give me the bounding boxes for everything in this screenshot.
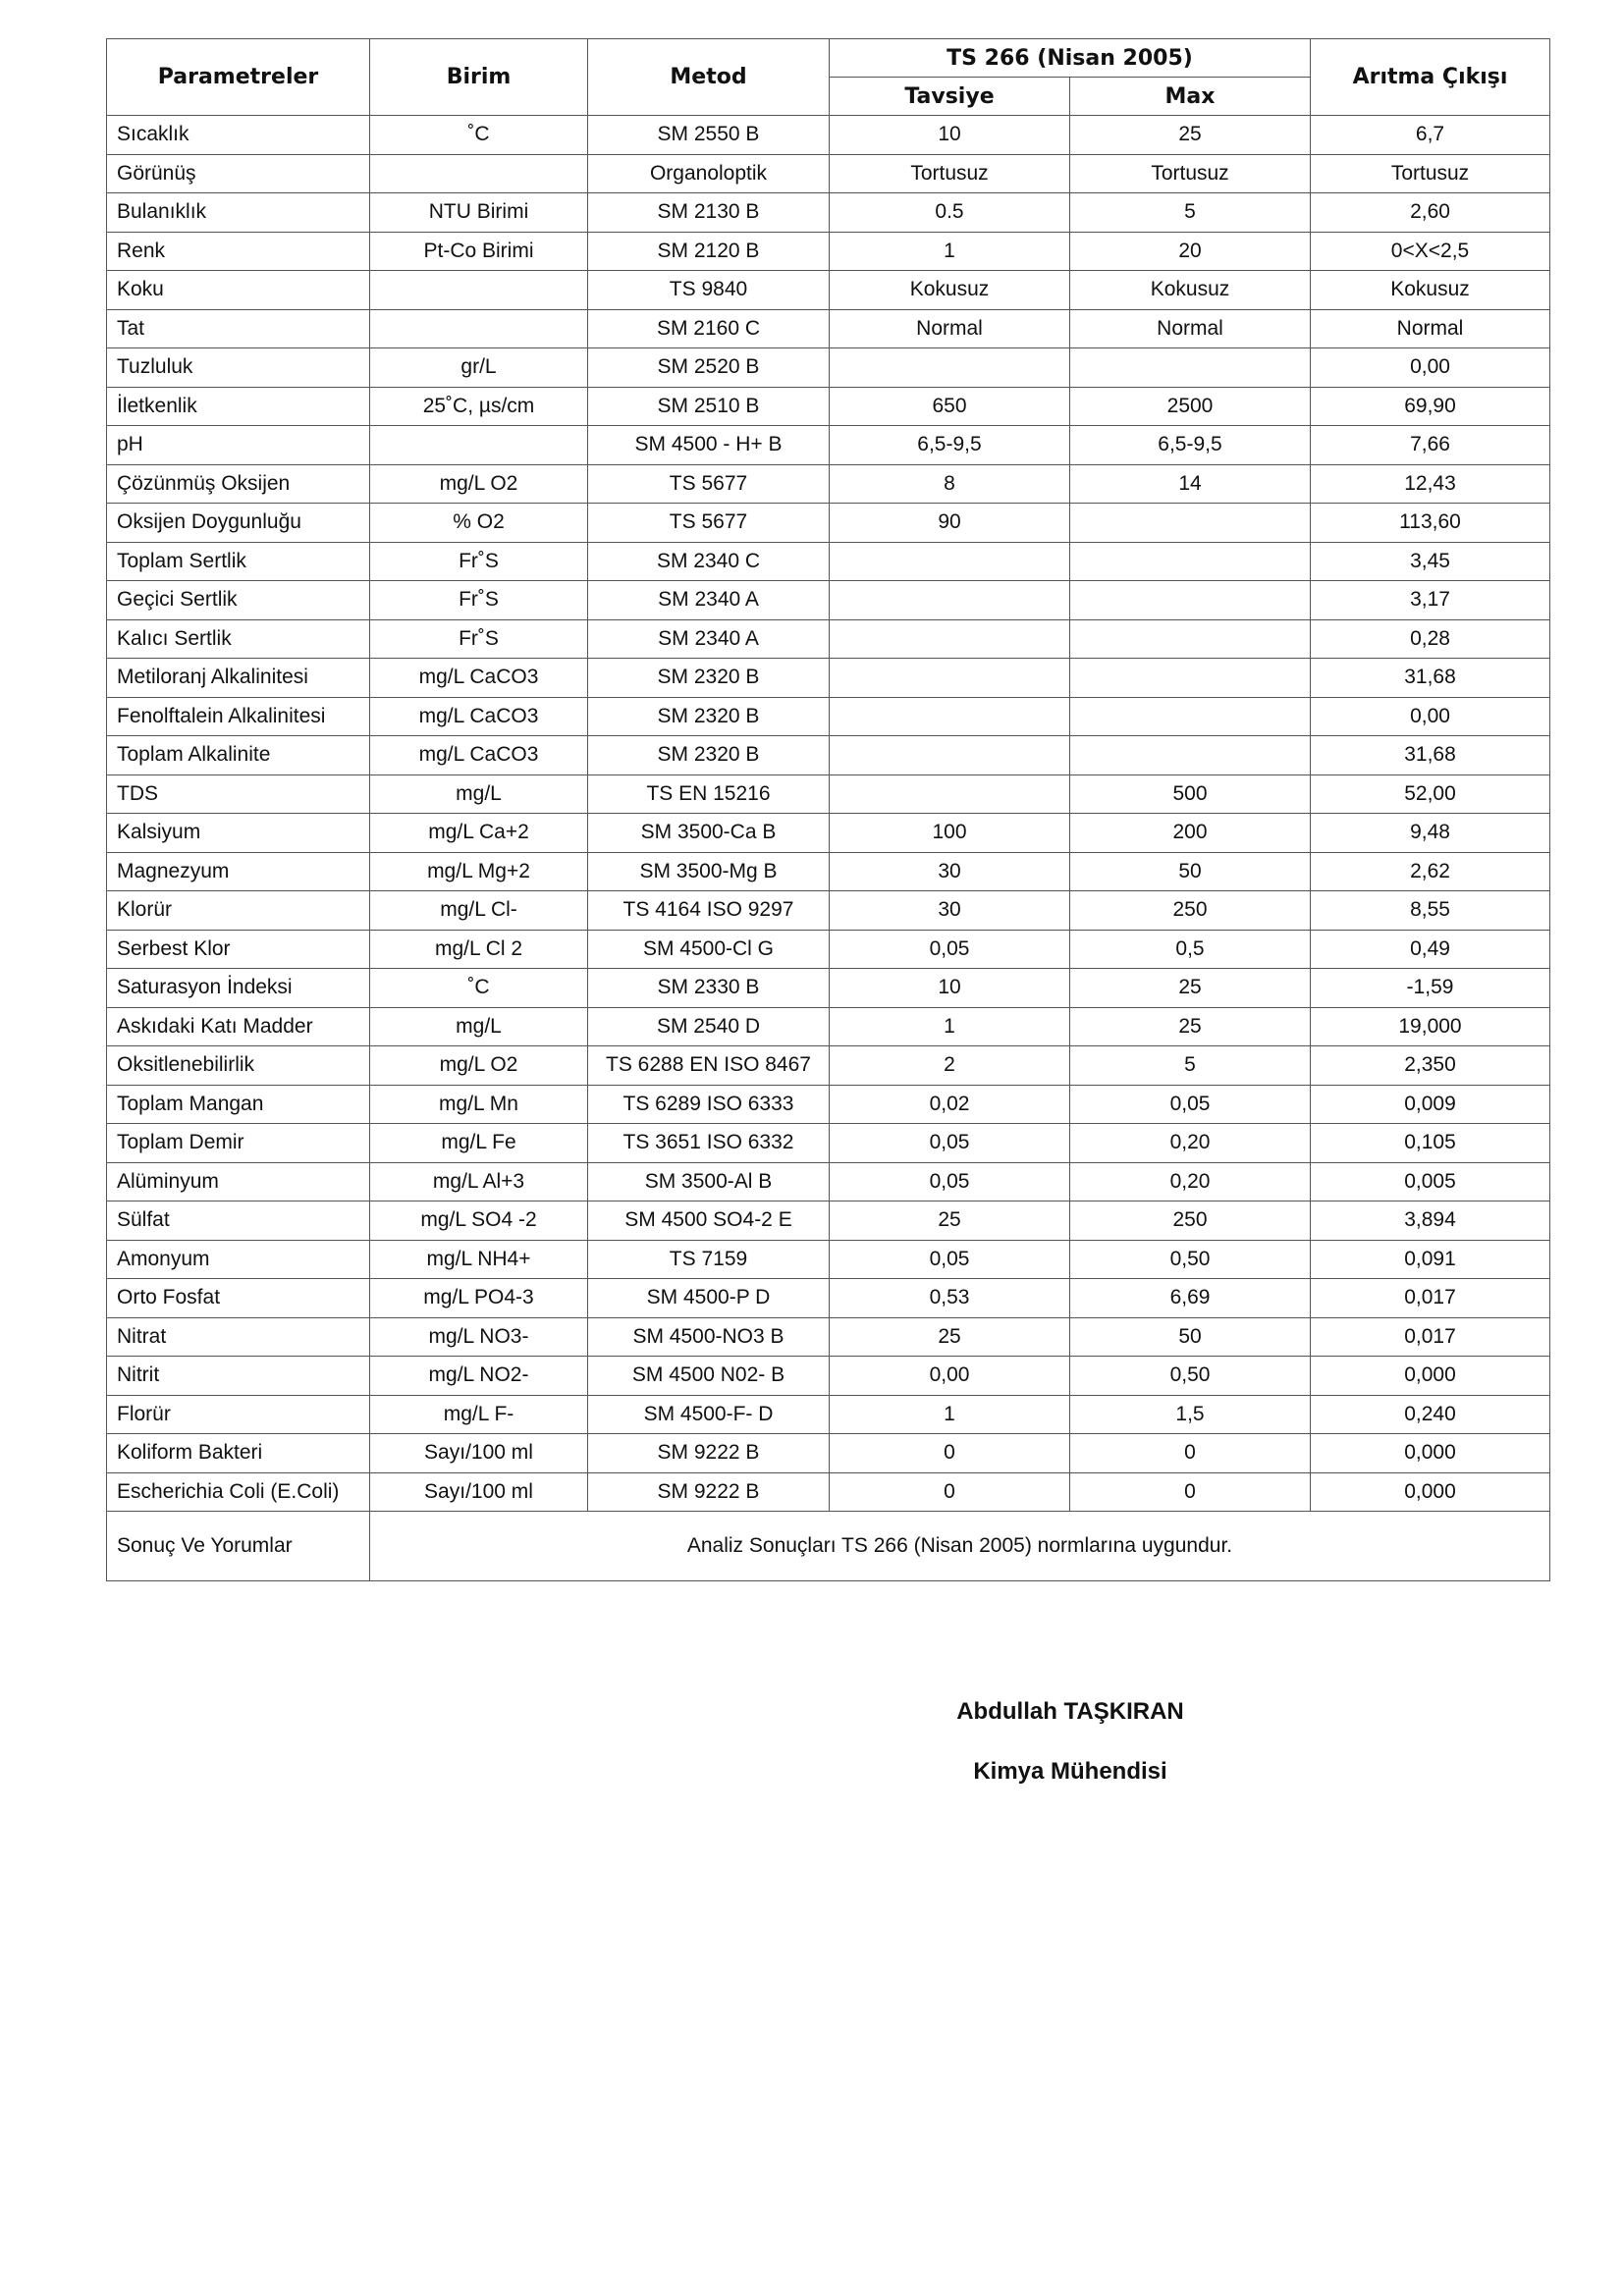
cell-recommended: 30 <box>830 891 1070 931</box>
cell-recommended <box>830 659 1070 698</box>
cell-max: 5 <box>1070 1046 1311 1086</box>
table-row <box>107 852 1550 891</box>
cell-max: 200 <box>1070 814 1311 853</box>
cell-output: Tortusuz <box>1311 154 1550 193</box>
table-row <box>107 271 1550 310</box>
cell-output: Kokusuz <box>1311 271 1550 310</box>
cell-unit: mg/L Mn <box>370 1085 588 1124</box>
cell-output: 113,60 <box>1311 504 1550 543</box>
cell-max: 14 <box>1070 464 1311 504</box>
cell-recommended: 0,05 <box>830 930 1070 969</box>
table-row <box>107 193 1550 233</box>
cell-output: 0,017 <box>1311 1279 1550 1318</box>
cell-method: SM 2340 A <box>588 619 830 659</box>
cell-parameter: Toplam Alkalinite <box>107 736 370 775</box>
table-row <box>107 154 1550 193</box>
table-row <box>107 426 1550 465</box>
cell-output: -1,59 <box>1311 969 1550 1008</box>
cell-unit: Sayı/100 ml <box>370 1472 588 1512</box>
table-row <box>107 930 1550 969</box>
cell-parameter: Renk <box>107 232 370 271</box>
cell-unit: mg/L Cl- <box>370 891 588 931</box>
cell-method: SM 4500-Cl G <box>588 930 830 969</box>
cell-max: 250 <box>1070 891 1311 931</box>
cell-parameter: Nitrat <box>107 1317 370 1357</box>
cell-parameter: Nitrit <box>107 1357 370 1396</box>
cell-unit: ˚C <box>370 969 588 1008</box>
cell-output: 19,000 <box>1311 1007 1550 1046</box>
cell-max: 0,20 <box>1070 1162 1311 1201</box>
cell-max: Tortusuz <box>1070 154 1311 193</box>
table-row <box>107 814 1550 853</box>
cell-output: 0<X<2,5 <box>1311 232 1550 271</box>
cell-output: 8,55 <box>1311 891 1550 931</box>
cell-max: 20 <box>1070 232 1311 271</box>
table-row <box>107 1395 1550 1434</box>
table-row <box>107 1085 1550 1124</box>
cell-unit: mg/L O2 <box>370 464 588 504</box>
table-row <box>107 542 1550 581</box>
header-output: Arıtma Çıkışı <box>1311 39 1550 116</box>
cell-output: 52,00 <box>1311 774 1550 814</box>
cell-parameter: Tuzluluk <box>107 348 370 388</box>
cell-recommended: 0,05 <box>830 1162 1070 1201</box>
table-row <box>107 387 1550 426</box>
cell-method: TS 6289 ISO 6333 <box>588 1085 830 1124</box>
cell-max: Kokusuz <box>1070 271 1311 310</box>
cell-recommended <box>830 348 1070 388</box>
cell-unit <box>370 271 588 310</box>
cell-parameter: pH <box>107 426 370 465</box>
cell-parameter: Askıdaki Katı Madder <box>107 1007 370 1046</box>
cell-method: SM 2340 A <box>588 581 830 620</box>
cell-unit: mg/L <box>370 774 588 814</box>
cell-output: 6,7 <box>1311 116 1550 155</box>
cell-parameter: Çözünmüş Oksijen <box>107 464 370 504</box>
cell-output: 0,091 <box>1311 1240 1550 1279</box>
cell-output: 69,90 <box>1311 387 1550 426</box>
cell-max: 6,69 <box>1070 1279 1311 1318</box>
cell-recommended: 0 <box>830 1434 1070 1473</box>
cell-method: TS 7159 <box>588 1240 830 1279</box>
table-row <box>107 1201 1550 1241</box>
cell-unit: mg/L CaCO3 <box>370 697 588 736</box>
cell-method: SM 2320 B <box>588 697 830 736</box>
cell-parameter: Orto Fosfat <box>107 1279 370 1318</box>
cell-parameter: Escherichia Coli (E.Coli) <box>107 1472 370 1512</box>
cell-max <box>1070 504 1311 543</box>
cell-recommended: 6,5-9,5 <box>830 426 1070 465</box>
cell-unit <box>370 309 588 348</box>
cell-output: 0,00 <box>1311 348 1550 388</box>
signature-title: Kimya Mühendisi <box>973 1758 1167 1785</box>
cell-recommended: 30 <box>830 852 1070 891</box>
cell-method: SM 4500 SO4-2 E <box>588 1201 830 1241</box>
cell-max: 0 <box>1070 1472 1311 1512</box>
cell-method: TS 5677 <box>588 504 830 543</box>
cell-unit: mg/L <box>370 1007 588 1046</box>
cell-parameter: Sıcaklık <box>107 116 370 155</box>
cell-max: Normal <box>1070 309 1311 348</box>
cell-max: 0,50 <box>1070 1357 1311 1396</box>
cell-output: 31,68 <box>1311 659 1550 698</box>
cell-unit: Sayı/100 ml <box>370 1434 588 1473</box>
cell-max: 50 <box>1070 852 1311 891</box>
table-row <box>107 969 1550 1008</box>
table-row <box>107 1162 1550 1201</box>
cell-unit: mg/L SO4 -2 <box>370 1201 588 1241</box>
cell-recommended: 0 <box>830 1472 1070 1512</box>
cell-parameter: Tat <box>107 309 370 348</box>
cell-output: 0,49 <box>1311 930 1550 969</box>
analysis-results-table <box>106 38 1550 1581</box>
cell-method: SM 2510 B <box>588 387 830 426</box>
cell-max <box>1070 697 1311 736</box>
cell-recommended <box>830 619 1070 659</box>
table-row <box>107 232 1550 271</box>
cell-parameter: Toplam Mangan <box>107 1085 370 1124</box>
cell-method: SM 9222 B <box>588 1434 830 1473</box>
table-body <box>107 116 1550 1581</box>
table-row <box>107 1124 1550 1163</box>
cell-output: 0,00 <box>1311 697 1550 736</box>
cell-unit: NTU Birimi <box>370 193 588 233</box>
cell-parameter: Görünüş <box>107 154 370 193</box>
table-row <box>107 464 1550 504</box>
cell-output: 0,009 <box>1311 1085 1550 1124</box>
cell-parameter: Bulanıklık <box>107 193 370 233</box>
cell-max: 1,5 <box>1070 1395 1311 1434</box>
table-row <box>107 1240 1550 1279</box>
header-parameter: Parametreler <box>107 39 370 116</box>
cell-output: 0,017 <box>1311 1317 1550 1357</box>
cell-output: 2,62 <box>1311 852 1550 891</box>
cell-parameter: Geçici Sertlik <box>107 581 370 620</box>
cell-output: 0,000 <box>1311 1472 1550 1512</box>
cell-parameter: Magnezyum <box>107 852 370 891</box>
cell-output: 0,005 <box>1311 1162 1550 1201</box>
cell-recommended <box>830 581 1070 620</box>
cell-max: 0,20 <box>1070 1124 1311 1163</box>
cell-max: 6,5-9,5 <box>1070 426 1311 465</box>
cell-method: TS 4164 ISO 9297 <box>588 891 830 931</box>
table-row <box>107 116 1550 155</box>
cell-max: 5 <box>1070 193 1311 233</box>
cell-recommended: 10 <box>830 116 1070 155</box>
cell-unit: mg/L CaCO3 <box>370 659 588 698</box>
result-row <box>107 1512 1550 1581</box>
cell-max: 25 <box>1070 1007 1311 1046</box>
cell-parameter: Koku <box>107 271 370 310</box>
cell-output: 12,43 <box>1311 464 1550 504</box>
cell-max <box>1070 619 1311 659</box>
header-method: Metod <box>588 39 830 116</box>
cell-recommended <box>830 542 1070 581</box>
cell-method: SM 4500-P D <box>588 1279 830 1318</box>
header-standard: TS 266 (Nisan 2005) <box>830 39 1311 78</box>
cell-output: 2,350 <box>1311 1046 1550 1086</box>
cell-output: Normal <box>1311 309 1550 348</box>
header-recommended: Tavsiye <box>830 78 1070 116</box>
cell-max: 0,05 <box>1070 1085 1311 1124</box>
cell-unit: mg/L NO3- <box>370 1317 588 1357</box>
cell-max <box>1070 736 1311 775</box>
cell-unit: mg/L Ca+2 <box>370 814 588 853</box>
table-row <box>107 1317 1550 1357</box>
cell-method: SM 3500-Mg B <box>588 852 830 891</box>
cell-unit <box>370 426 588 465</box>
table-row <box>107 581 1550 620</box>
result-label: Sonuç Ve Yorumlar <box>107 1512 370 1581</box>
cell-method: TS 9840 <box>588 271 830 310</box>
cell-method: SM 2520 B <box>588 348 830 388</box>
cell-method: SM 4500 - H+ B <box>588 426 830 465</box>
cell-recommended: 0,05 <box>830 1240 1070 1279</box>
cell-parameter: Toplam Demir <box>107 1124 370 1163</box>
table-row <box>107 1046 1550 1086</box>
table-row <box>107 1279 1550 1318</box>
cell-parameter: Koliform Bakteri <box>107 1434 370 1473</box>
table-row <box>107 891 1550 931</box>
cell-recommended: 10 <box>830 969 1070 1008</box>
cell-unit: mg/L NH4+ <box>370 1240 588 1279</box>
header-max: Max <box>1070 78 1311 116</box>
table-row <box>107 1434 1550 1473</box>
cell-output: 3,45 <box>1311 542 1550 581</box>
cell-parameter: Oksitlenebilirlik <box>107 1046 370 1086</box>
cell-unit: ˚C <box>370 116 588 155</box>
cell-output: 9,48 <box>1311 814 1550 853</box>
table-header <box>107 39 1550 116</box>
table-row <box>107 309 1550 348</box>
cell-unit: Fr˚S <box>370 581 588 620</box>
cell-method: SM 2340 C <box>588 542 830 581</box>
cell-output: 0,000 <box>1311 1434 1550 1473</box>
cell-method: SM 9222 B <box>588 1472 830 1512</box>
cell-recommended: 2 <box>830 1046 1070 1086</box>
cell-method: SM 4500-NO3 B <box>588 1317 830 1357</box>
cell-unit: mg/L Cl 2 <box>370 930 588 969</box>
table-row <box>107 736 1550 775</box>
cell-recommended: 0.5 <box>830 193 1070 233</box>
cell-max: 0,5 <box>1070 930 1311 969</box>
cell-parameter: Sülfat <box>107 1201 370 1241</box>
cell-method: TS EN 15216 <box>588 774 830 814</box>
table-row <box>107 774 1550 814</box>
cell-recommended: 650 <box>830 387 1070 426</box>
cell-recommended: Kokusuz <box>830 271 1070 310</box>
cell-unit: mg/L Fe <box>370 1124 588 1163</box>
cell-max <box>1070 348 1311 388</box>
cell-recommended: 1 <box>830 232 1070 271</box>
cell-method: Organoloptik <box>588 154 830 193</box>
result-text: Analiz Sonuçları TS 266 (Nisan 2005) normlarına uygundur. <box>370 1512 1550 1581</box>
header-unit: Birim <box>370 39 588 116</box>
cell-output: 0,000 <box>1311 1357 1550 1396</box>
table-row <box>107 697 1550 736</box>
cell-method: SM 4500 N02- B <box>588 1357 830 1396</box>
cell-method: SM 2130 B <box>588 193 830 233</box>
cell-recommended: 0,05 <box>830 1124 1070 1163</box>
cell-output: 31,68 <box>1311 736 1550 775</box>
table-row <box>107 504 1550 543</box>
cell-parameter: Metiloranj Alkalinitesi <box>107 659 370 698</box>
table-row <box>107 348 1550 388</box>
cell-method: SM 2160 C <box>588 309 830 348</box>
signature-name: Abdullah TAŞKIRAN <box>956 1698 1184 1725</box>
cell-recommended <box>830 774 1070 814</box>
cell-method: TS 6288 EN ISO 8467 <box>588 1046 830 1086</box>
cell-method: SM 2120 B <box>588 232 830 271</box>
cell-method: TS 5677 <box>588 464 830 504</box>
cell-method: SM 3500-Al B <box>588 1162 830 1201</box>
cell-recommended: 8 <box>830 464 1070 504</box>
cell-output: 3,17 <box>1311 581 1550 620</box>
cell-method: TS 3651 ISO 6332 <box>588 1124 830 1163</box>
cell-unit: % O2 <box>370 504 588 543</box>
cell-parameter: Saturasyon İndeksi <box>107 969 370 1008</box>
cell-recommended <box>830 697 1070 736</box>
table-row <box>107 1472 1550 1512</box>
cell-recommended: 0,53 <box>830 1279 1070 1318</box>
cell-method: SM 2550 B <box>588 116 830 155</box>
cell-recommended: 1 <box>830 1007 1070 1046</box>
cell-output: 7,66 <box>1311 426 1550 465</box>
cell-unit <box>370 154 588 193</box>
cell-max: 25 <box>1070 969 1311 1008</box>
cell-method: SM 2320 B <box>588 659 830 698</box>
cell-method: SM 4500-F- D <box>588 1395 830 1434</box>
cell-parameter: Amonyum <box>107 1240 370 1279</box>
cell-recommended: Normal <box>830 309 1070 348</box>
cell-max <box>1070 542 1311 581</box>
cell-max <box>1070 659 1311 698</box>
cell-recommended: 25 <box>830 1317 1070 1357</box>
cell-parameter: Kalıcı Sertlik <box>107 619 370 659</box>
cell-unit: mg/L CaCO3 <box>370 736 588 775</box>
cell-parameter: Alüminyum <box>107 1162 370 1201</box>
cell-parameter: Klorür <box>107 891 370 931</box>
cell-output: 2,60 <box>1311 193 1550 233</box>
cell-output: 3,894 <box>1311 1201 1550 1241</box>
cell-unit: 25˚C, µs/cm <box>370 387 588 426</box>
cell-method: SM 2320 B <box>588 736 830 775</box>
cell-method: SM 2540 D <box>588 1007 830 1046</box>
cell-recommended: 0,00 <box>830 1357 1070 1396</box>
cell-recommended: 0,02 <box>830 1085 1070 1124</box>
cell-unit: Fr˚S <box>370 542 588 581</box>
cell-max: 0,50 <box>1070 1240 1311 1279</box>
cell-method: SM 3500-Ca B <box>588 814 830 853</box>
cell-parameter: İletkenlik <box>107 387 370 426</box>
cell-unit: mg/L NO2- <box>370 1357 588 1396</box>
cell-max <box>1070 581 1311 620</box>
cell-max: 2500 <box>1070 387 1311 426</box>
cell-parameter: Toplam Sertlik <box>107 542 370 581</box>
cell-unit: mg/L Al+3 <box>370 1162 588 1201</box>
cell-recommended: 90 <box>830 504 1070 543</box>
cell-max: 250 <box>1070 1201 1311 1241</box>
cell-parameter: Serbest Klor <box>107 930 370 969</box>
cell-unit: mg/L F- <box>370 1395 588 1434</box>
cell-unit: mg/L Mg+2 <box>370 852 588 891</box>
cell-unit: Fr˚S <box>370 619 588 659</box>
cell-recommended: Tortusuz <box>830 154 1070 193</box>
cell-output: 0,105 <box>1311 1124 1550 1163</box>
cell-recommended: 100 <box>830 814 1070 853</box>
cell-output: 0,28 <box>1311 619 1550 659</box>
cell-max: 0 <box>1070 1434 1311 1473</box>
table-row <box>107 1357 1550 1396</box>
cell-unit: mg/L O2 <box>370 1046 588 1086</box>
cell-output: 0,240 <box>1311 1395 1550 1434</box>
cell-max: 500 <box>1070 774 1311 814</box>
cell-max: 50 <box>1070 1317 1311 1357</box>
table-row <box>107 619 1550 659</box>
cell-recommended <box>830 736 1070 775</box>
cell-parameter: Kalsiyum <box>107 814 370 853</box>
cell-unit: Pt-Co Birimi <box>370 232 588 271</box>
cell-parameter: Florür <box>107 1395 370 1434</box>
table-row <box>107 659 1550 698</box>
cell-recommended: 25 <box>830 1201 1070 1241</box>
cell-max: 25 <box>1070 116 1311 155</box>
cell-unit: gr/L <box>370 348 588 388</box>
cell-unit: mg/L PO4-3 <box>370 1279 588 1318</box>
cell-parameter: TDS <box>107 774 370 814</box>
cell-parameter: Oksijen Doygunluğu <box>107 504 370 543</box>
cell-recommended: 1 <box>830 1395 1070 1434</box>
cell-method: SM 2330 B <box>588 969 830 1008</box>
cell-parameter: Fenolftalein Alkalinitesi <box>107 697 370 736</box>
table-row <box>107 1007 1550 1046</box>
